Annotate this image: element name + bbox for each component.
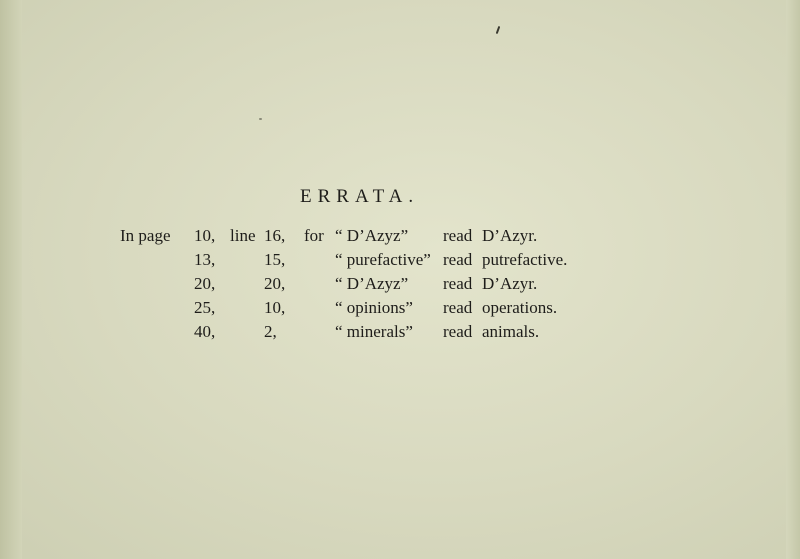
read-label: read bbox=[443, 250, 473, 269]
correct-text: animals. bbox=[482, 322, 540, 341]
page-right-edge bbox=[786, 0, 800, 559]
page-prefix: In page bbox=[120, 226, 171, 245]
errata-title: ERRATA. bbox=[300, 186, 420, 207]
correct-text: putrefactive. bbox=[482, 250, 568, 269]
read-label: read bbox=[443, 226, 473, 245]
correct-text: D’Azyr. bbox=[482, 274, 538, 293]
page-number: 20, bbox=[194, 274, 216, 293]
read-label: read bbox=[443, 322, 473, 341]
page-number: 25, bbox=[194, 298, 216, 317]
wrong-text: “ D’Azyz” bbox=[335, 274, 409, 293]
line-number: 20, bbox=[264, 274, 286, 293]
read-label: read bbox=[443, 298, 473, 317]
correct-text: D’Azyr. bbox=[482, 226, 538, 245]
line-number: 10, bbox=[264, 298, 286, 317]
line-label: line bbox=[230, 226, 256, 245]
ink-speck bbox=[259, 118, 262, 120]
ink-speck bbox=[496, 26, 501, 34]
line-number: 15, bbox=[264, 250, 286, 269]
correct-text: operations. bbox=[482, 298, 558, 317]
line-number: 2, bbox=[264, 322, 277, 341]
line-number: 16, bbox=[264, 226, 286, 245]
wrong-text: “ D’Azyz” bbox=[335, 226, 409, 245]
read-label: read bbox=[443, 274, 473, 293]
page-number: 13, bbox=[194, 250, 216, 269]
wrong-text: “ minerals” bbox=[335, 322, 413, 341]
page-number: 40, bbox=[194, 322, 216, 341]
wrong-text: “ opinions” bbox=[335, 298, 413, 317]
wrong-text: “ purefactive” bbox=[335, 250, 431, 269]
page-left-edge bbox=[0, 0, 22, 559]
page-number: 10, bbox=[194, 226, 216, 245]
for-label: for bbox=[304, 226, 324, 245]
